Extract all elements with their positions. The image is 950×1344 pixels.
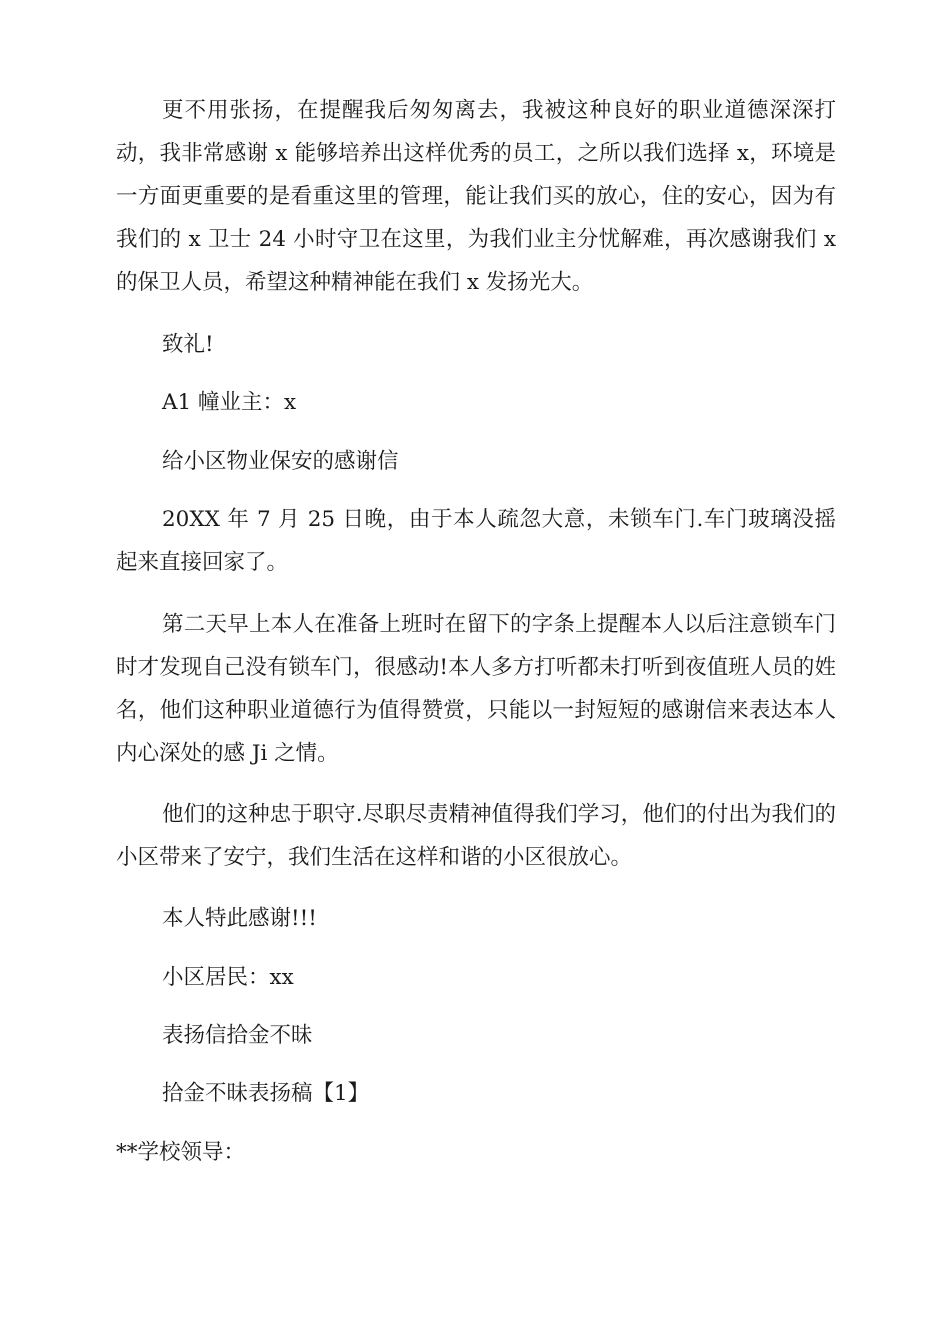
paragraph-incident: 20XX 年 7 月 25 日晚，由于本人疏忽大意，未锁车门.车门玻璃没摇起来直接回家了。	[116, 507, 836, 575]
paragraph-signature-resident: 小区居民：xx	[162, 965, 294, 990]
paragraph-subsection-title: 拾金不昧表扬稿【1】	[162, 1081, 370, 1106]
paragraph-praise: 他们的这种忠于职守.尽职尽责精神值得我们学习，他们的付出为我们的小区带来了安宁，我们生活在这样和谐的小区很放心。	[116, 802, 836, 870]
paragraph-section-title: 表扬信拾金不昧	[162, 1023, 313, 1048]
paragraph-signature-owner: A1 幢业主：x	[162, 390, 297, 415]
paragraph-thanks-security: 更不用张扬，在提醒我后匆匆离去，我被这种良好的职业道德深深打动，我非常感谢 x 能够培养出这样优秀的员工，之所以我们选择 x，环境是一方面更重要的是看重这里的管理，能让我们买的放心，住的安心，因为有我们的 x 卫士 24 小时守卫在这里，为我们业主分忧解难，再次感谢我们 x 的保卫人员，希望这种精神能在我们 x 发扬光大。	[116, 98, 843, 295]
paragraph-salutation: 致礼!	[162, 332, 214, 357]
paragraph-letter-title: 给小区物业保安的感谢信	[162, 449, 399, 474]
paragraph-thanks-closing: 本人特此感谢!!!	[162, 906, 317, 931]
paragraph-next-morning: 第二天早上本人在准备上班时在留下的字条上提醒本人以后注意锁车门时才发现自己没有锁车门，很感动!本人多方打听都未打听到夜值班人员的姓名，他们这种职业道德行为值得赞赏，只能以一封短短的感谢信来表达本人内心深处的感 Ji 之情。	[116, 612, 836, 766]
paragraph-addressee: **学校领导：	[116, 1140, 246, 1165]
